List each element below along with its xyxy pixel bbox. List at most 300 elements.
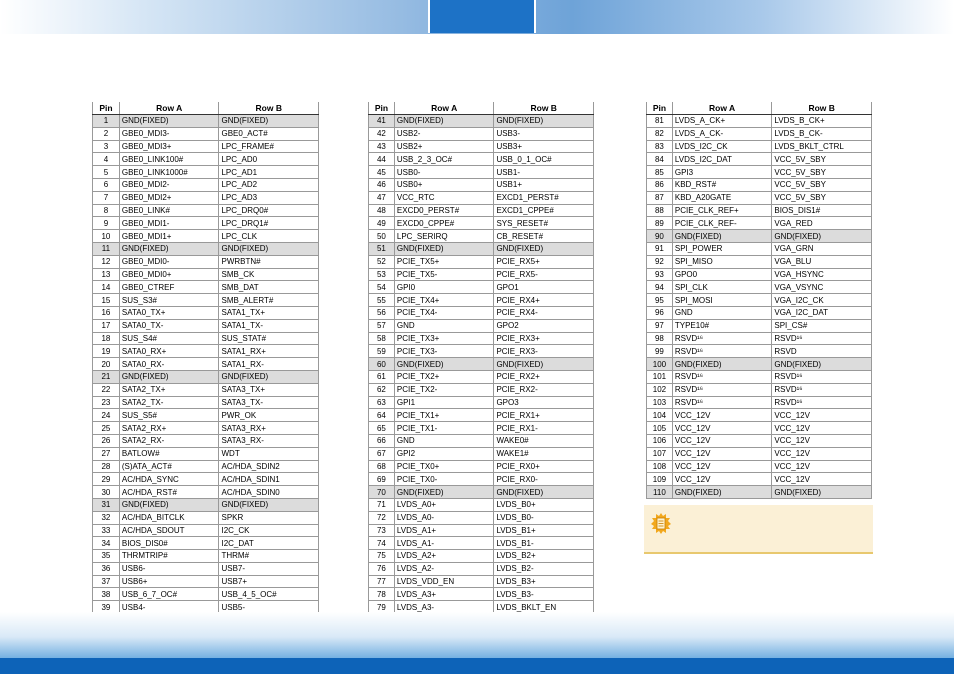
table-row (93, 255, 319, 268)
row-a-signal: PCIE_TX5+ (394, 255, 494, 268)
pin-table-2 (368, 102, 594, 627)
table-row (647, 358, 872, 371)
pin-number: 109 (647, 473, 673, 486)
row-b-signal: USB1- (494, 166, 594, 179)
row-b-signal: VCC_5V_SBY (772, 178, 872, 191)
row-a-signal: SPI_POWER (672, 242, 772, 255)
table-row (647, 204, 872, 217)
table-row (647, 473, 872, 486)
table-row (93, 447, 319, 460)
row-a-signal: USB_2_3_OC# (394, 153, 494, 166)
table-row (93, 588, 319, 601)
pin-number: 3 (93, 140, 120, 153)
row-b-signal: GPO2 (494, 319, 594, 332)
row-a-signal: GND(FIXED) (394, 115, 494, 128)
col-header-pin: Pin (647, 102, 673, 115)
row-a-signal: LVDS_I2C_CK (672, 140, 772, 153)
pin-number: 66 (369, 434, 395, 447)
row-b-signal: VGA_VSYNC (772, 281, 872, 294)
row-a-signal: TYPE10# (672, 319, 772, 332)
row-b-signal: PCIE_RX1- (494, 422, 594, 435)
pin-number: 19 (93, 345, 120, 358)
row-b-signal: USB3- (494, 127, 594, 140)
row-a-signal: GBE0_MDI2+ (119, 191, 219, 204)
pin-number: 87 (647, 191, 673, 204)
row-a-signal: SPI_MISO (672, 255, 772, 268)
row-a-signal: LVDS_VDD_EN (394, 575, 494, 588)
pin-number: 14 (93, 281, 120, 294)
row-a-signal: SUS_S3# (119, 294, 219, 307)
row-b-signal: SPKR (219, 511, 319, 524)
row-a-signal: EXCD0_PERST# (394, 204, 494, 217)
pin-number: 98 (647, 332, 673, 345)
table-row (93, 383, 319, 396)
pin-number: 62 (369, 383, 395, 396)
pin-number: 93 (647, 268, 673, 281)
pin-number: 24 (93, 409, 120, 422)
table-row (93, 370, 319, 383)
row-b-signal: WAKE0# (494, 434, 594, 447)
row-b-signal: PCIE_RX4- (494, 306, 594, 319)
pin-number: 39 (93, 601, 120, 614)
pin-number: 82 (647, 127, 673, 140)
pin-number: 96 (647, 306, 673, 319)
pin-number: 88 (647, 204, 673, 217)
pin-number: 38 (93, 588, 120, 601)
row-b-signal: SPI_CS# (772, 319, 872, 332)
row-b-signal: GBE0_ACT# (219, 127, 319, 140)
pin-number: 57 (369, 319, 395, 332)
row-b-signal: LPC_AD3 (219, 191, 319, 204)
table-row (93, 204, 319, 217)
row-b-signal: USB3+ (494, 140, 594, 153)
table-row (369, 370, 594, 383)
table-row (369, 191, 594, 204)
table-row (647, 306, 872, 319)
row-b-signal: RSVD¹⁶ (772, 396, 872, 409)
row-b-signal: EXCD1_CPPE# (494, 204, 594, 217)
pin-number: 5 (93, 166, 120, 179)
row-a-signal: VCC_12V (672, 460, 772, 473)
table-row (369, 409, 594, 422)
pin-number: 107 (647, 447, 673, 460)
row-b-signal: GND(FIXED) (772, 358, 872, 371)
pin-number: 42 (369, 127, 395, 140)
row-a-signal: USB2+ (394, 140, 494, 153)
row-b-signal: VGA_RED (772, 217, 872, 230)
table-row (647, 191, 872, 204)
pin-number: 65 (369, 422, 395, 435)
row-a-signal: LVDS_A_CK+ (672, 115, 772, 128)
row-a-signal: SUS_S5# (119, 409, 219, 422)
row-b-signal: PCIE_RX5- (494, 268, 594, 281)
row-a-signal: SUS_S4# (119, 332, 219, 345)
table-row (369, 166, 594, 179)
pin-number: 105 (647, 422, 673, 435)
table-row (647, 422, 872, 435)
table-row (647, 460, 872, 473)
table-row (93, 409, 319, 422)
row-a-signal: SATA0_TX+ (119, 306, 219, 319)
table-row (93, 358, 319, 371)
pin-number: 34 (93, 537, 120, 550)
col-header-row-b: Row B (494, 102, 594, 115)
pin-number: 79 (369, 601, 395, 614)
table-row (647, 447, 872, 460)
row-b-signal: USB5- (219, 601, 319, 614)
table-row (369, 460, 594, 473)
row-a-signal: GND(FIXED) (394, 486, 494, 499)
pin-number: 103 (647, 396, 673, 409)
pin-number: 8 (93, 204, 120, 217)
row-a-signal: (S)ATA_ACT# (119, 460, 219, 473)
row-a-signal: GPI2 (394, 447, 494, 460)
pin-number: 75 (369, 550, 395, 563)
pin-number: 90 (647, 230, 673, 243)
row-b-signal: PCIE_RX1+ (494, 409, 594, 422)
pin-number: 85 (647, 166, 673, 179)
pin-number: 99 (647, 345, 673, 358)
row-a-signal: RSVD¹⁶ (672, 332, 772, 345)
row-a-signal: RSVD¹⁶ (672, 383, 772, 396)
pin-number: 31 (93, 498, 120, 511)
row-a-signal: LVDS_A0+ (394, 498, 494, 511)
row-a-signal: LVDS_I2C_DAT (672, 153, 772, 166)
row-b-signal: VCC_12V (772, 473, 872, 486)
row-b-signal: GPO3 (494, 396, 594, 409)
row-b-signal: AC/HDA_SDIN0 (219, 486, 319, 499)
pin-number: 50 (369, 230, 395, 243)
table-row (647, 345, 872, 358)
pin-number: 72 (369, 511, 395, 524)
pin-number: 37 (93, 575, 120, 588)
pin-number: 48 (369, 204, 395, 217)
row-a-signal: VCC_RTC (394, 191, 494, 204)
pin-number: 46 (369, 178, 395, 191)
row-a-signal: GPO0 (672, 268, 772, 281)
row-b-signal: SMB_DAT (219, 281, 319, 294)
row-a-signal: LVDS_A2- (394, 562, 494, 575)
row-b-signal: GND(FIXED) (219, 242, 319, 255)
row-b-signal: LVDS_B3- (494, 588, 594, 601)
table-row (647, 434, 872, 447)
row-a-signal: SATA2_RX- (119, 434, 219, 447)
row-b-signal: GPO1 (494, 281, 594, 294)
pin-number: 83 (647, 140, 673, 153)
table-row (369, 204, 594, 217)
pin-number: 30 (93, 486, 120, 499)
row-b-signal: WAKE1# (494, 447, 594, 460)
row-a-signal: LVDS_A1- (394, 537, 494, 550)
row-a-signal: KBD_RST# (672, 178, 772, 191)
table-row (369, 473, 594, 486)
row-b-signal: LVDS_B2+ (494, 550, 594, 563)
table-row (369, 537, 594, 550)
table-row (647, 178, 872, 191)
row-b-signal: SATA1_TX+ (219, 306, 319, 319)
row-b-signal: LVDS_B0+ (494, 498, 594, 511)
row-b-signal: USB1+ (494, 178, 594, 191)
header-tab (428, 0, 536, 33)
row-b-signal: LVDS_B2- (494, 562, 594, 575)
row-b-signal: SATA3_TX- (219, 396, 319, 409)
row-b-signal: LPC_FRAME# (219, 140, 319, 153)
pin-number: 101 (647, 370, 673, 383)
row-a-signal: GPI1 (394, 396, 494, 409)
row-b-signal: PCIE_RX0- (494, 473, 594, 486)
row-b-signal: USB_0_1_OC# (494, 153, 594, 166)
row-a-signal: LVDS_A2+ (394, 550, 494, 563)
row-a-signal: GPI0 (394, 281, 494, 294)
row-b-signal: LVDS_BKLT_CTRL (772, 140, 872, 153)
pin-number: 22 (93, 383, 120, 396)
row-a-signal: KBD_A20GATE (672, 191, 772, 204)
row-a-signal: PCIE_CLK_REF- (672, 217, 772, 230)
row-b-signal: GND(FIXED) (219, 498, 319, 511)
table-row (93, 537, 319, 550)
row-b-signal: LPC_AD1 (219, 166, 319, 179)
row-a-signal: LVDS_A0- (394, 511, 494, 524)
row-b-signal: SATA1_RX+ (219, 345, 319, 358)
row-b-signal: SATA1_TX- (219, 319, 319, 332)
row-a-signal: GBE0_CTREF (119, 281, 219, 294)
row-a-signal: PCIE_TX2+ (394, 370, 494, 383)
table-row (369, 511, 594, 524)
row-a-signal: LVDS_A1+ (394, 524, 494, 537)
pin-number: 95 (647, 294, 673, 307)
row-b-signal: PCIE_RX3- (494, 345, 594, 358)
row-b-signal: VGA_I2C_DAT (772, 306, 872, 319)
pin-number: 1 (93, 115, 120, 128)
row-b-signal: VCC_5V_SBY (772, 166, 872, 179)
row-b-signal: GND(FIXED) (494, 358, 594, 371)
pin-number: 16 (93, 306, 120, 319)
row-a-signal: AC/HDA_SYNC (119, 473, 219, 486)
pin-number: 64 (369, 409, 395, 422)
pin-number: 11 (93, 242, 120, 255)
pin-number: 67 (369, 447, 395, 460)
row-a-signal: THRMTRIP# (119, 550, 219, 563)
pin-number: 51 (369, 242, 395, 255)
row-a-signal: USB4- (119, 601, 219, 614)
row-a-signal: VCC_12V (672, 409, 772, 422)
table-row (93, 473, 319, 486)
row-a-signal: USB6+ (119, 575, 219, 588)
row-b-signal: LPC_CLK (219, 230, 319, 243)
table-row (93, 498, 319, 511)
table-row (369, 562, 594, 575)
row-b-signal: VCC_5V_SBY (772, 153, 872, 166)
row-b-signal: SYS_RESET# (494, 217, 594, 230)
row-a-signal: USB0+ (394, 178, 494, 191)
pin-number: 2 (93, 127, 120, 140)
row-a-signal: PCIE_TX3+ (394, 332, 494, 345)
pin-number: 21 (93, 370, 120, 383)
table-row (369, 486, 594, 499)
row-a-signal: VCC_12V (672, 447, 772, 460)
row-b-signal: GND(FIXED) (494, 242, 594, 255)
row-b-signal: VCC_12V (772, 434, 872, 447)
pin-number: 23 (93, 396, 120, 409)
pin-number: 94 (647, 281, 673, 294)
row-a-signal: BIOS_DIS0# (119, 537, 219, 550)
table-row (93, 178, 319, 191)
table-row (93, 511, 319, 524)
row-b-signal: SATA3_RX+ (219, 422, 319, 435)
row-b-signal: USB7+ (219, 575, 319, 588)
col-header-pin: Pin (369, 102, 395, 115)
table-row (93, 294, 319, 307)
row-b-signal: WDT (219, 447, 319, 460)
row-a-signal: AC/HDA_SDOUT (119, 524, 219, 537)
row-b-signal: USB_4_5_OC# (219, 588, 319, 601)
row-b-signal: GND(FIXED) (494, 486, 594, 499)
pin-number: 56 (369, 306, 395, 319)
row-b-signal: RSVD (772, 345, 872, 358)
row-b-signal: USB7- (219, 562, 319, 575)
row-b-signal: LVDS_B_CK- (772, 127, 872, 140)
pin-number: 27 (93, 447, 120, 460)
pin-number: 33 (93, 524, 120, 537)
row-b-signal: I2C_DAT (219, 537, 319, 550)
row-b-signal: SATA3_TX+ (219, 383, 319, 396)
pin-number: 97 (647, 319, 673, 332)
row-b-signal: LVDS_B_CK+ (772, 115, 872, 128)
pin-number: 60 (369, 358, 395, 371)
row-b-signal: GND(FIXED) (494, 115, 594, 128)
row-b-signal: GND(FIXED) (219, 370, 319, 383)
row-a-signal: VCC_12V (672, 473, 772, 486)
row-a-signal: PCIE_TX4+ (394, 294, 494, 307)
row-a-signal: PCIE_TX0- (394, 473, 494, 486)
row-a-signal: LPC_SERIRQ (394, 230, 494, 243)
row-a-signal: SATA0_TX- (119, 319, 219, 332)
pin-number: 41 (369, 115, 395, 128)
row-b-signal: AC/HDA_SDIN1 (219, 473, 319, 486)
table-row (93, 306, 319, 319)
row-b-signal: LVDS_BKLT_EN (494, 601, 594, 614)
table-row (647, 242, 872, 255)
pin-number: 45 (369, 166, 395, 179)
row-b-signal: PCIE_RX3+ (494, 332, 594, 345)
pin-number: 20 (93, 358, 120, 371)
row-b-signal: VCC_12V (772, 409, 872, 422)
pin-number: 26 (93, 434, 120, 447)
row-b-signal: CB_RESET# (494, 230, 594, 243)
table-row (93, 230, 319, 243)
table-row (369, 524, 594, 537)
pin-number: 100 (647, 358, 673, 371)
row-a-signal: SPI_CLK (672, 281, 772, 294)
pin-number: 108 (647, 460, 673, 473)
row-a-signal: GND(FIXED) (672, 358, 772, 371)
row-a-signal: PCIE_CLK_REF+ (672, 204, 772, 217)
table-row (369, 332, 594, 345)
table-row (647, 409, 872, 422)
row-b-signal: LVDS_B1- (494, 537, 594, 550)
row-b-signal: LPC_DRQ1# (219, 217, 319, 230)
row-a-signal: LVDS_A3+ (394, 588, 494, 601)
table-row (93, 191, 319, 204)
pin-number: 28 (93, 460, 120, 473)
table-row (93, 486, 319, 499)
table-row (369, 127, 594, 140)
table-row (93, 562, 319, 575)
row-a-signal: VCC_12V (672, 434, 772, 447)
pin-number: 104 (647, 409, 673, 422)
table-row (369, 153, 594, 166)
pin-number: 18 (93, 332, 120, 345)
row-a-signal: GBE0_MDI2- (119, 178, 219, 191)
row-a-signal: GPI3 (672, 166, 772, 179)
pin-number: 43 (369, 140, 395, 153)
pin-number: 15 (93, 294, 120, 307)
table-row (93, 550, 319, 563)
table-row (647, 140, 872, 153)
row-a-signal: AC/HDA_BITCLK (119, 511, 219, 524)
row-b-signal: LPC_AD2 (219, 178, 319, 191)
row-b-signal: LPC_DRQ0# (219, 204, 319, 217)
table-row (369, 498, 594, 511)
row-a-signal: BATLOW# (119, 447, 219, 460)
note-box (644, 505, 873, 554)
row-a-signal: GND(FIXED) (119, 370, 219, 383)
row-b-signal: PCIE_RX2- (494, 383, 594, 396)
table-row (93, 166, 319, 179)
row-a-signal: GBE0_MDI0- (119, 255, 219, 268)
table-row (369, 550, 594, 563)
table-row (93, 422, 319, 435)
row-a-signal: SATA2_TX- (119, 396, 219, 409)
row-a-signal: LVDS_A_CK- (672, 127, 772, 140)
row-b-signal: EXCD1_PERST# (494, 191, 594, 204)
table-row (93, 434, 319, 447)
table-row (369, 281, 594, 294)
pin-number: 7 (93, 191, 120, 204)
pin-number: 49 (369, 217, 395, 230)
pin-number: 58 (369, 332, 395, 345)
pin-table-3 (646, 102, 872, 499)
table-row (93, 140, 319, 153)
row-a-signal: PCIE_TX0+ (394, 460, 494, 473)
pin-number: 110 (647, 486, 673, 499)
row-a-signal: GBE0_MDI3+ (119, 140, 219, 153)
table-row (93, 345, 319, 358)
pin-number: 68 (369, 460, 395, 473)
table-row (647, 127, 872, 140)
row-a-signal: GND(FIXED) (394, 242, 494, 255)
row-a-signal: SATA2_TX+ (119, 383, 219, 396)
table-row (93, 460, 319, 473)
table-row (369, 268, 594, 281)
row-b-signal: SMB_ALERT# (219, 294, 319, 307)
pin-number: 25 (93, 422, 120, 435)
table-row (647, 166, 872, 179)
pin-number: 4 (93, 153, 120, 166)
table-row (369, 140, 594, 153)
row-a-signal: GBE0_LINK# (119, 204, 219, 217)
row-a-signal: EXCD0_CPPE# (394, 217, 494, 230)
table-row (93, 153, 319, 166)
row-a-signal: GBE0_MDI3- (119, 127, 219, 140)
row-a-signal: GND (394, 319, 494, 332)
table-row (93, 281, 319, 294)
pin-number: 84 (647, 153, 673, 166)
row-b-signal: PWRBTN# (219, 255, 319, 268)
pin-number: 63 (369, 396, 395, 409)
row-a-signal: AC/HDA_RST# (119, 486, 219, 499)
pin-number: 52 (369, 255, 395, 268)
